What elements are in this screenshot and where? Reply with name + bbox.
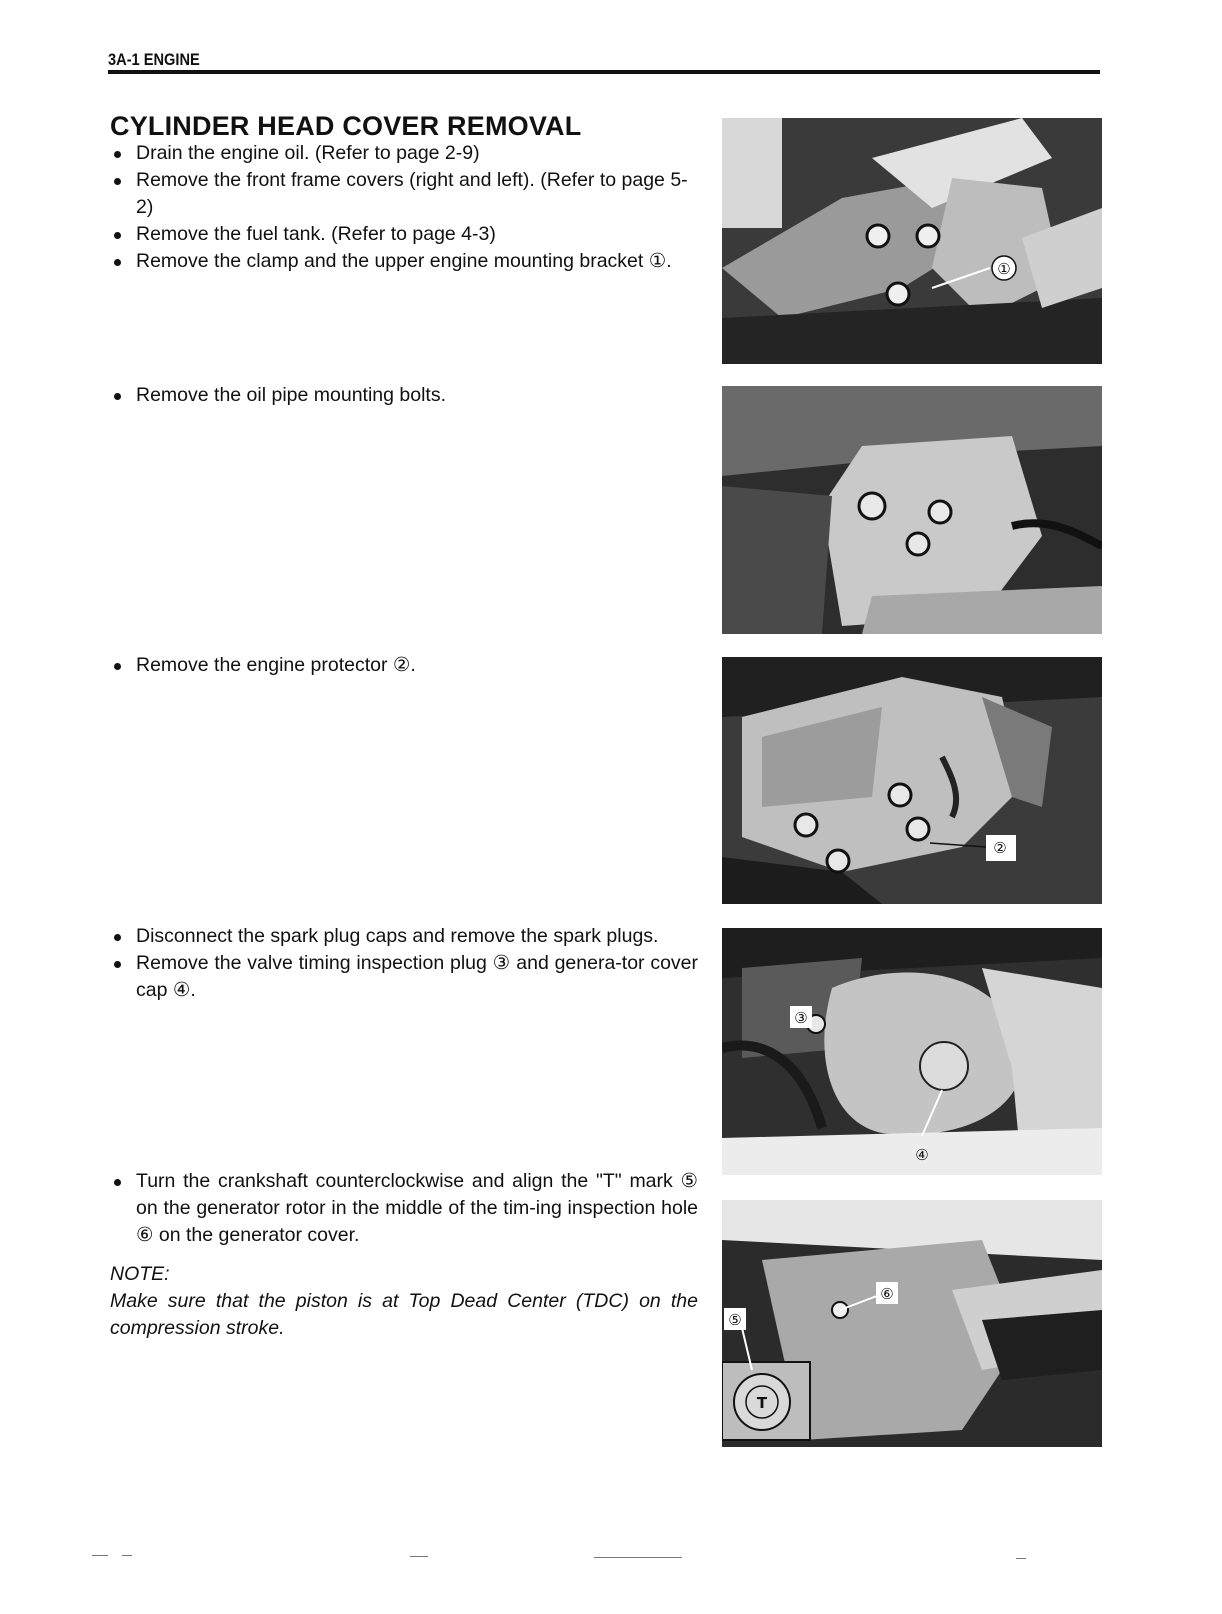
photo-timing-mark xyxy=(722,1200,1102,1447)
step-disconnect-spark-plugs: Disconnect the spark plug caps and remove the spark plugs. xyxy=(110,923,698,950)
step-remove-inspection-plug: Remove the valve timing inspection plug ③ and genera-tor cover cap ④. xyxy=(110,950,698,1004)
callout-1: ① xyxy=(997,260,1011,278)
footer-mark xyxy=(1016,1558,1026,1559)
step-remove-oil-pipe-bolts: Remove the oil pipe mounting bolts. xyxy=(110,382,698,409)
step-group-5 xyxy=(110,1168,698,1342)
note-text: Make sure that the piston is at Top Dead Center (TDC) on the compression stroke. xyxy=(110,1290,698,1339)
step-align-t-mark: Turn the crankshaft counterclockwise and align the "T" mark ⑤ on the generator rotor in the middle of the tim-ing inspection hole ⑥ on the generator cover. xyxy=(110,1168,698,1249)
step-remove-fuel-tank: Remove the fuel tank. (Refer to page 4-3) xyxy=(110,221,698,248)
callout-2: ② xyxy=(993,839,1007,857)
photo-clamp-bracket xyxy=(722,118,1102,364)
footer-mark xyxy=(122,1555,132,1556)
footer-mark xyxy=(410,1556,428,1557)
step-group-3 xyxy=(110,652,698,679)
callout-6: ⑥ xyxy=(880,1285,894,1303)
section-header: 3A-1 ENGINE xyxy=(108,50,200,69)
callout-3: ③ xyxy=(794,1009,808,1027)
footer-mark xyxy=(594,1557,682,1558)
step-remove-clamp-bracket: Remove the clamp and the upper engine mounting bracket ①. xyxy=(110,248,698,275)
header-rule xyxy=(108,70,1100,74)
step-remove-engine-protector: Remove the engine protector ②. xyxy=(110,652,698,679)
photo-oil-pipe-bolts xyxy=(722,386,1102,634)
step-group-2 xyxy=(110,382,698,409)
callout-4: ④ xyxy=(915,1146,929,1164)
page-title: CYLINDER HEAD COVER REMOVAL xyxy=(110,111,582,141)
step-remove-frame-covers: Remove the front frame covers (right and left). (Refer to page 5-2) xyxy=(110,167,698,221)
step-group-4 xyxy=(110,923,698,1004)
t-mark-label: T xyxy=(756,1394,768,1412)
photo-inspection-plug xyxy=(722,928,1102,1175)
step-group-1 xyxy=(110,140,698,275)
footer-mark xyxy=(92,1555,108,1556)
callout-5: ⑤ xyxy=(728,1311,742,1329)
photo-engine-protector xyxy=(722,657,1102,904)
note-label: NOTE: xyxy=(110,1263,170,1285)
step-drain-oil: Drain the engine oil. (Refer to page 2-9) xyxy=(110,140,698,167)
